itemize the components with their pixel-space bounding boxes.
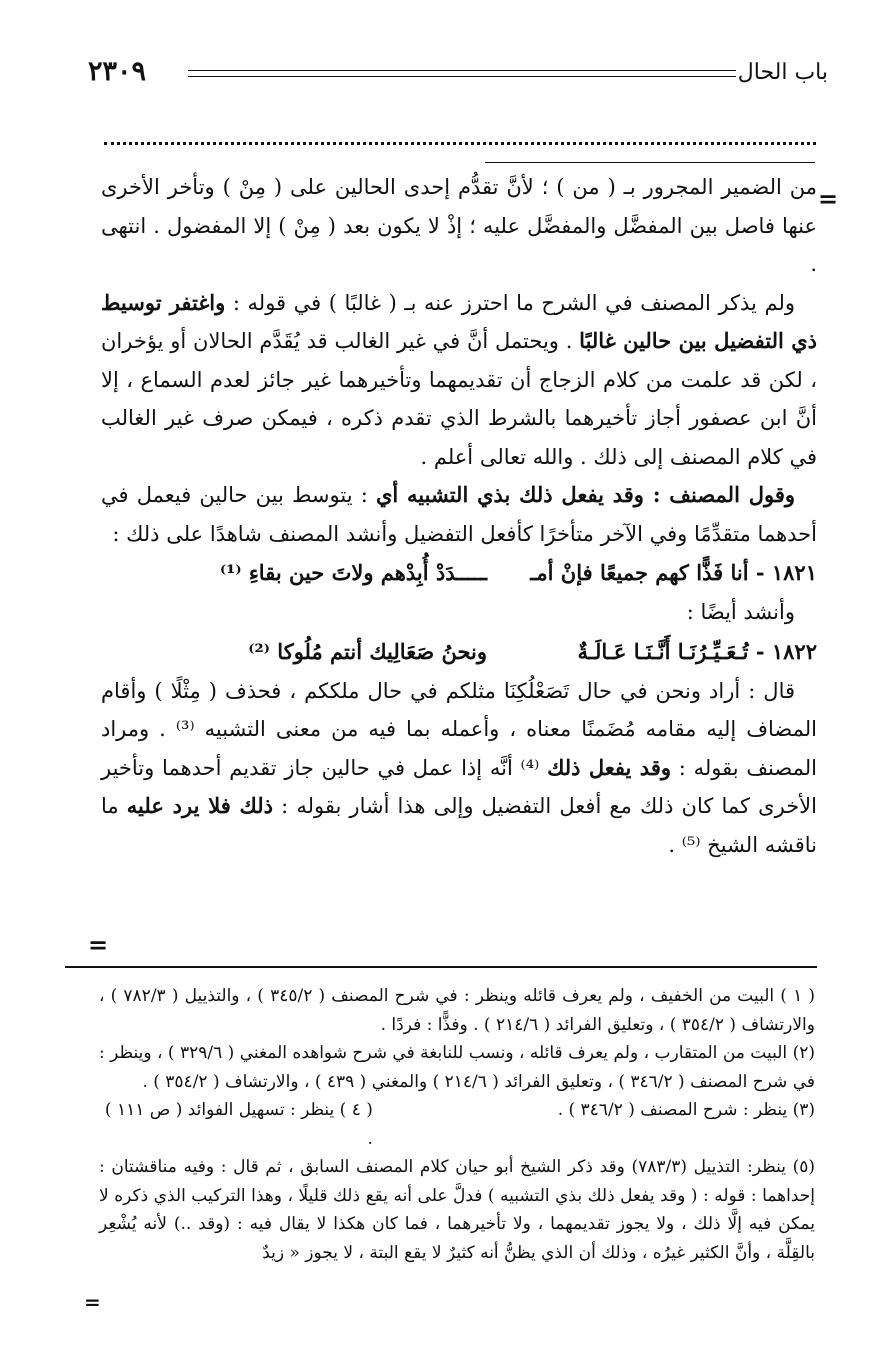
paragraph-2 [101,284,817,477]
paragraph-5-a: قال : أراد ونحن في حال تَصَعْلُكِنَا مثلكم في حال ملككم ، فحذف ( مِثْلًا ) وأقام المضاف إليه مقامه مُضَمنًا معناه ، وأعمله بما فيه من معنى التشبيه ⁽³⁾ . ومراد المصنف بقوله : [101,678,817,780]
continuation-rule [485,162,815,163]
paragraph-5-c: ⁽⁴⁾ أنَّه إذا عمل في حالين جاز تقديم أحدهما وتأخير الأخرى كما كان ذلك مع أفعل التفضيل وإلى هذا أشار بقوله : [101,755,817,818]
running-header [88,54,828,94]
paragraph-5 [101,672,817,865]
verse-1821-second-hemistich: ـــــدَدْ أُبِدْهم ولاتَ حين بقاءِ ⁽¹⁾ [219,560,487,585]
paragraph-4: وأنشد أيضًا : [686,600,795,624]
footnotes [99,982,815,1267]
header-rule-top [188,70,736,71]
continuation-mark-body-end: = [88,930,109,959]
paragraph-5-e: ما ناقشه الشيخ ⁽⁵⁾ . [101,794,817,857]
main-text [101,168,817,864]
continuation-mark-top: = [818,184,839,213]
verse-1822-second-hemistich: ونحنُ صَعَالِيك أنتم مُلُوكا ⁽²⁾ [248,638,487,664]
footnote-1: ( ١ ) البيت من الخفيف ، ولم يعرف قائله وينظر : في شرح المصنف ( ٣٤٥/٢ ) ، والتذييل ( ٧٨٢/٣ ) ، والارتشاف ( ٣٥٤/٢ ) ، وتعليق الفرائد ( ٢١٤/٦ ) . وفذًّا : فردًا . [99,986,815,1035]
page-number: ٢٣٠٩ [88,56,147,87]
paragraph-5-quote-1: وقد يفعل ذلك [547,754,671,780]
paragraph-1: من الضمير المجرور بـ ( من ) ؛ لأنَّ تقدُّم إحدى الحالين على ( مِنْ ) وتأخر الأخرى عنها فاصل بين المفضَّل والمفضَّل عليه ؛ إذْ لا يكون بعد ( مِنْ ) إلا المفضول . انتهى . [101,175,817,276]
footnote-separator [65,966,817,968]
paragraph-2-quote: واغتفر توسيط ذي التفضيل بين حالين غالبًا [101,289,817,353]
paragraph-2-intro: ولم يذكر المصنف في الشرح ما احترز عنه بـ ( غالبًا ) في قوله : [232,290,795,315]
footnote-4: ( ٤ ) ينظر : تسهيل الفوائد ( ص ١١١ ) . [104,1100,373,1149]
continuation-mark-footnote-end: = [84,1290,101,1314]
header-rule-bottom [188,76,736,77]
ellipsis-divider [104,122,816,145]
footnote-5: (٥) ينظر: التذييل (٧٨٣/٣) وقد ذكر الشيخ أبو حيان كلام المصنف السابق ، ثم قال : وفيه مناقشتان : إحداهما : قوله : ( وقد يفعل ذلك بذي التشبيه ) فدلَّ على أنه يقع ذلك قليلًا ، وهذا التركيب الذي ذكره لا يمكن فيه إلَّا ذلك ، ولا يجوز تقديمهما ، ولا تأخيرهما ، فما كان هكذا لا يقال فيه : (وقد ..) لأنه يُشْعِر بالقِلَّة ، وأنَّ الكثير غيرُه ، وذلك أن الذي يظنُّ أنه كثيرٌ لا يقع البتة ، لا يجوز « زيدٌ [99,1157,815,1263]
footnote-2: (٢) البيت من المتقارب ، ولم يعرف قائله ، ونسب للنابغة في شرح شواهده المغني ( ٣٢٩/٦ ) ، وينظر : في شرح المصنف ( ٣٤٦/٢ ) ، وتعليق الفرائد ( ٢١٤/٦ ) والمغني ( ٤٣٩ ) ، والارتشاف ( ٣٥٤/٢ ) . [99,1043,815,1092]
verse-1821 [101,553,817,593]
paragraph-2-rest: . ويحتمل أنَّ في غير الغالب قد يُقَدَّم الحالان أو يؤخران ، لكن قد علمت من كلام الزجاج أن تقديمهما وتأخيرهما غير جائز لعدم السماع ، إلا أنَّ ابن عصفور أجاز تأخيرهما بالشرط الذي تقدم ذكره ، فيمكن صرف غير الغالب في كلام المصنف إلى ذلك . والله تعالى أعلم . [101,329,817,469]
verse-1821-first-hemistich: ١٨٢١ - أنا فَذًّا كهم جميعًا فإنْ أمـ [530,560,817,585]
paragraph-3 [101,476,817,553]
footnote-3: (٣) ينظر : شرح المصنف ( ٣٤٦/٢ ) . [557,1100,815,1120]
verse-1822 [101,632,817,672]
footnotes-3-4 [99,1096,815,1153]
chapter-title: باب الحال [737,60,828,85]
verse-1822-first-hemistich: ١٨٢٢ - تُـعَـيِّـرُنَـا أَنَّـنَـا عَـالَـةٌ [577,638,817,664]
paragraph-3-rest: : يتوسط بين حالين فيعمل في أحدهما متقدِّمًا وفي الآخر متأخرًا كأفعل التفضيل وأنشد المصنف شاهدًا على ذلك : [101,483,817,546]
paragraph-3-quote: وقول المصنف : وقد يفعل ذلك بذي التشبيه أي [375,482,795,507]
paragraph-5-quote-2: ذلك فلا يرد عليه [126,793,273,818]
